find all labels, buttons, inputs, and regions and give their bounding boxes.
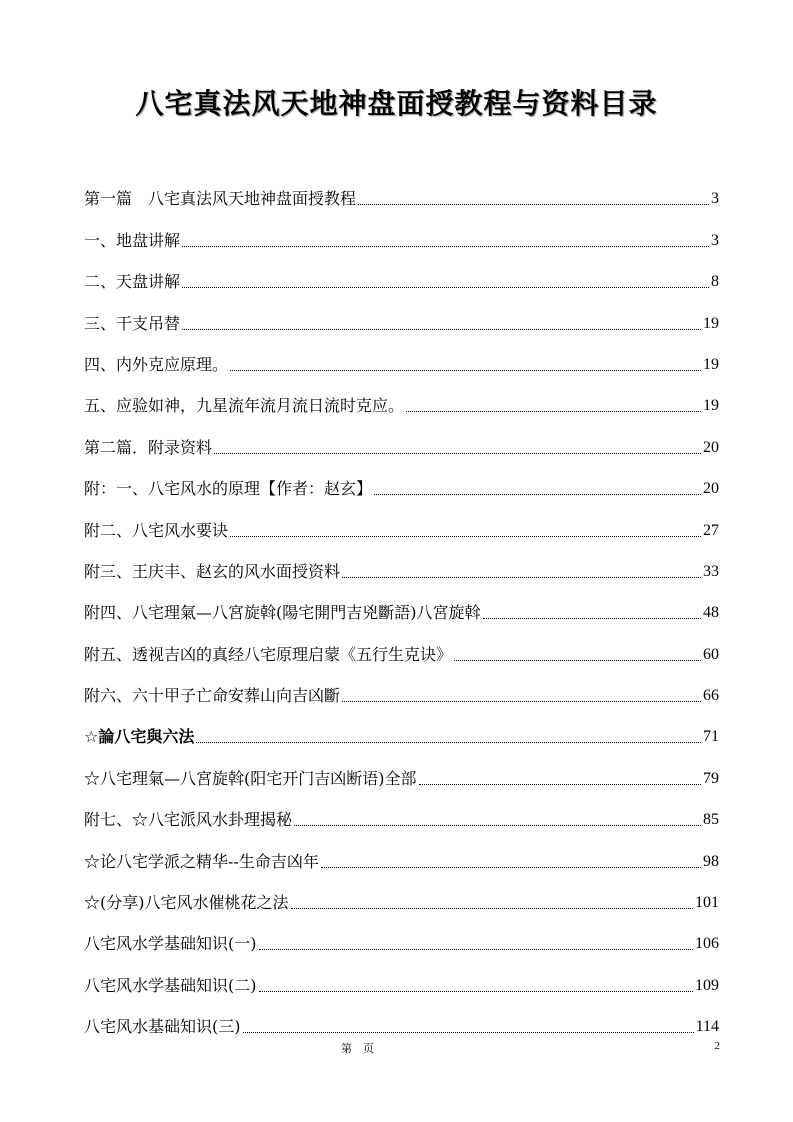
toc-entry-text: 附三、王庆丰、赵玄的风水面授资料 — [84, 561, 341, 581]
toc-leader-dots — [230, 370, 701, 371]
toc-entry-text: ☆论八宅学派之精华--生命吉凶年 — [84, 851, 319, 871]
toc-page-number: 27 — [703, 521, 719, 539]
toc-entry — [84, 541, 719, 582]
toc-leader-dots — [259, 991, 694, 992]
footer-page-label: 第 页 — [341, 1042, 374, 1055]
toc-entry — [84, 830, 719, 871]
table-of-contents — [84, 168, 719, 1037]
toc-page-number: 106 — [695, 935, 719, 953]
toc-page-number: 19 — [703, 397, 719, 415]
toc-page-number: 20 — [703, 480, 719, 498]
toc-leader-dots — [196, 742, 701, 743]
toc-entry-text: 第二篇．附录资料 — [84, 437, 213, 457]
toc-entry-text: 八宅风水学基础知识(二) — [84, 975, 257, 995]
toc-entry-text: 五、应验如神，九星流年流月流日流时克应。 — [84, 396, 405, 416]
toc-entry-text: 二、天盘讲解 — [84, 272, 181, 292]
document-title: 八宅真法风天地神盘面授教程与资料目录 — [135, 87, 658, 120]
toc-leader-dots — [483, 618, 702, 619]
toc-entry-text: 附五、透视吉凶的真经八宅原理启蒙《五行生克诀》 — [84, 644, 453, 664]
toc-leader-dots — [182, 246, 709, 247]
toc-page-number: 8 — [711, 273, 719, 291]
toc-entry-text: 三、干支吊替 — [84, 313, 181, 333]
toc-leader-dots — [182, 287, 709, 288]
toc-entry — [84, 623, 719, 664]
toc-leader-dots — [291, 908, 694, 909]
toc-leader-dots — [214, 453, 701, 454]
toc-leader-dots — [374, 494, 701, 495]
toc-entry — [84, 665, 719, 706]
toc-entry-text: 第一篇 八宅真法风天地神盘面授教程 — [84, 189, 357, 209]
toc-page-number: 71 — [703, 728, 719, 746]
toc-entry-text: 八宅风水学基础知识(一) — [84, 934, 257, 954]
toc-entry-text: 一、地盘讲解 — [84, 230, 181, 250]
toc-entry-text: 八宅风水基础知识(三) — [84, 1017, 241, 1037]
toc-leader-dots — [321, 867, 701, 868]
toc-page-number: 109 — [695, 976, 719, 994]
toc-leader-dots — [342, 577, 701, 578]
toc-page-number: 98 — [703, 852, 719, 870]
toc-page-number: 85 — [703, 811, 719, 829]
toc-page-number: 19 — [703, 355, 719, 373]
toc-page-number: 79 — [703, 769, 719, 787]
toc-entry — [84, 334, 719, 375]
toc-entry — [84, 209, 719, 250]
toc-page-number: 60 — [703, 645, 719, 663]
toc-leader-dots — [358, 204, 709, 205]
toc-entry — [84, 872, 719, 913]
toc-entry-text: ☆論八宅與六法 — [84, 727, 195, 747]
toc-page-number: 20 — [703, 438, 719, 456]
toc-entry-text: 附二、八宅风水要诀 — [84, 520, 229, 540]
toc-page-number: 101 — [695, 894, 719, 912]
toc-page-number: 48 — [703, 604, 719, 622]
toc-entry-text: 附六、六十甲子亡命安葬山向吉凶斷 — [84, 686, 341, 706]
toc-page-number: 19 — [703, 314, 719, 332]
toc-entry — [84, 375, 719, 416]
toc-leader-dots — [259, 949, 694, 950]
toc-entry-text: 四、内外克应原理。 — [84, 354, 229, 374]
toc-entry-text: 附七、☆八宅派风水卦理揭秘 — [84, 810, 293, 830]
toc-entry — [84, 499, 719, 540]
toc-entry — [84, 996, 719, 1037]
toc-leader-dots — [406, 411, 701, 412]
toc-leader-dots — [230, 536, 701, 537]
toc-leader-dots — [342, 701, 701, 702]
toc-entry-text: 附四、八宅理氣—八宮旋斡(陽宅開門吉兇斷語)八宮旋斡 — [84, 603, 481, 623]
toc-entry — [84, 458, 719, 499]
toc-page-number: 66 — [703, 687, 719, 705]
toc-entry-text: ☆(分享)八宅风水催桃花之法 — [84, 893, 289, 913]
toc-entry — [84, 582, 719, 623]
toc-leader-dots — [419, 784, 702, 785]
toc-leader-dots — [454, 660, 701, 661]
toc-entry-text: 附：一、八宅风水的原理【作者：赵玄】 — [84, 479, 373, 499]
toc-entry — [84, 168, 719, 209]
toc-page-number: 3 — [711, 190, 719, 208]
toc-leader-dots — [182, 329, 701, 330]
toc-entry-text: ☆八宅理氣—八宮旋斡(阳宅开门吉凶断语)全部 — [84, 768, 417, 788]
toc-page-number: 114 — [695, 1018, 719, 1036]
toc-entry — [84, 789, 719, 830]
toc-leader-dots — [243, 1032, 694, 1033]
toc-entry — [84, 251, 719, 292]
footer-page-number: 2 — [714, 1040, 720, 1052]
toc-page-number: 3 — [711, 231, 719, 249]
toc-entry — [84, 706, 719, 747]
toc-entry — [84, 416, 719, 457]
toc-page-number: 33 — [703, 562, 719, 580]
toc-leader-dots — [294, 825, 701, 826]
toc-entry — [84, 747, 719, 788]
toc-entry — [84, 913, 719, 954]
toc-entry — [84, 292, 719, 333]
toc-entry — [84, 954, 719, 995]
